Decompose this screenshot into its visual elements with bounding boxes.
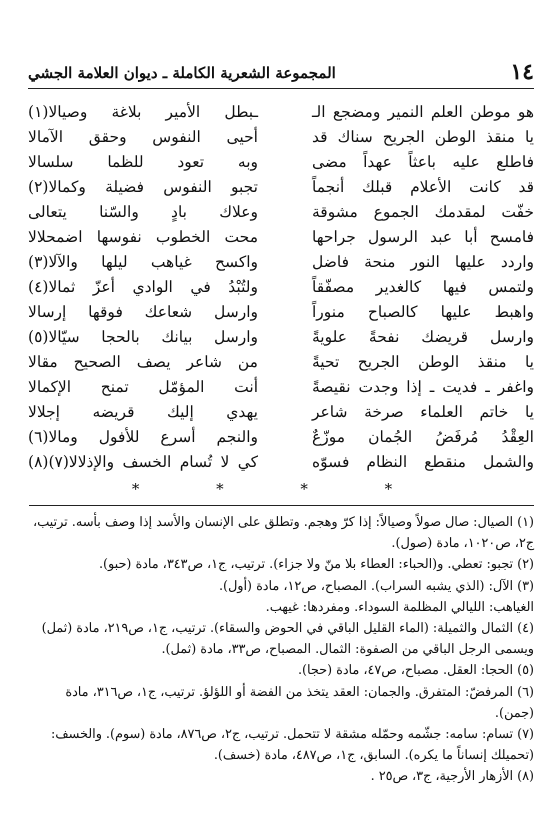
verse-second-hemistich: والنجم أسرع للأفول ومالا(٦) (28, 428, 258, 446)
verse-second-hemistich: أنت المؤمّل تمنح الإكمالا (28, 378, 258, 396)
verse-line (28, 125, 534, 149)
verse-line (28, 275, 534, 299)
footnote-item: (٨) الأزهار الأرجية، ج٣، ص٢٥ . (370, 769, 534, 785)
verse-second-hemistich: ـبطل الأمير بلاغة وصيالا(١) (28, 103, 258, 121)
footnote-item: (٦) المرفضّ: المتفرق. والجمان: العقد يتخذ من الفضة أو اللؤلؤ. ترتيب، ج١، ص٣١٦، مادة (جمن). (65, 684, 534, 721)
verse-line (28, 250, 534, 274)
verse-second-hemistich: وارسل بيانك بالحجا سيّالا(٥) (28, 328, 258, 346)
verse-first-hemistich: واغفر ـ فديت ـ إذا وجدت نقيصةً (312, 378, 534, 396)
verse-first-hemistich: العِقْدُ مُرفَضُ الجُمان موزّعٌ (312, 428, 534, 446)
verse-line (28, 375, 534, 399)
footnote-divider (29, 505, 534, 506)
verse-second-hemistich: يهدي إليك قريضه إجلالا (28, 403, 258, 421)
footnote-item: الغياهب: الليالي المظلمة السوداء. ومفردها: غيهب. (265, 599, 534, 615)
footnote-item: (٥) الحجا: العقل. مصباح، ص٤٧، مادة (حجا). (297, 663, 534, 679)
verse-second-hemistich: وبه تعود للظما سلسالا (28, 153, 258, 171)
verse-line (28, 425, 534, 449)
verse-first-hemistich: وارسل قريضك نفحةً علويةً (312, 328, 534, 346)
verse-second-hemistich: وعلاك بادٍ والسّنا يتعالى (28, 203, 258, 221)
verse-line (28, 225, 534, 249)
verse-first-hemistich: واهبط عليها كالصباح منوراً (312, 303, 534, 321)
verse-second-hemistich: كي لا تُسام الخسف والإذلالا(٧)(٨) (28, 453, 258, 471)
verse-first-hemistich: والشمل منقطع النظام فسوّه (312, 453, 534, 471)
verse-second-hemistich: تجبو النفوس فضيلة وكمالا(٢) (28, 178, 258, 196)
page-header (28, 58, 534, 89)
verse-first-hemistich: واردد عليها النور منحة فاضل (312, 253, 534, 271)
verse-line (28, 450, 534, 474)
verse-line (28, 200, 534, 224)
footnote-item: (٣) الآل: (الذي يشبه السراب). المصباح، ص١٢، مادة (أول). (218, 578, 534, 594)
verse-line (28, 100, 534, 124)
verse-first-hemistich: يا منقذ الوطن الجريح تحيةً (312, 353, 534, 371)
footnote-item: (١) الصيال: صال صولاً وصيالاً: إذا كرّ وهجم. وتطلق على الإنسان والأسد إذا وصف بأسه. ترتيب، ج٢، ص١٠٢٠، مادة (صول). (32, 515, 534, 552)
verse-line (28, 175, 534, 199)
verse-second-hemistich: من شاعر يصف الصحيح مقالا (28, 353, 258, 371)
footnote-item: (٧) تسام: سامه: جشّمه وحمّله مشقة لا تتحمل. ترتيب، ج٢، ص٨٧٦، مادة (سوم). والخسف: (تحميلك إنساناً ما يكره). السابق، ج١، ص٤٨٧، مادة (خسف). (51, 727, 534, 764)
running-title: المجموعة الشعرية الكاملة ـ ديوان العلامة الجشي (28, 64, 336, 82)
verse-second-hemistich: واكسح غياهب ليلها والآلا(٣) (28, 253, 258, 271)
verse-first-hemistich: فامسح أبا عبد الرسول جراحها (312, 228, 534, 246)
verse-first-hemistich: قد كانت الأعلام قبلك أنجماً (312, 178, 534, 196)
section-separator: * * * * (131, 480, 429, 498)
verse-line (28, 150, 534, 174)
verse-line (28, 300, 534, 324)
verse-first-hemistich: فاطلع عليه باعثاً عهداً مضى (312, 153, 534, 171)
verse-second-hemistich: وارسل شعاعك فوقها إرسالا (28, 303, 258, 321)
verse-line (28, 350, 534, 374)
footnote-item: (٤) الثمال والثميلة: (الماء القليل الباقي في الحوض والسقاء). ترتيب، ج١، ص٢١٩، مادة (ثمل) ويسمى الرجل الباقي من الصفوة: الثمال. المصباح، ص٣٣، مادة (ثمل). (41, 621, 534, 658)
verse-second-hemistich: ولتُبْدُ في الوادي أعزّ ثمالا(٤) (28, 278, 258, 296)
verse-line (28, 400, 534, 424)
poem-body (28, 100, 534, 475)
page-number: ١٤ (510, 59, 534, 85)
verse-first-hemistich: خفّت لمقدمك الجموع مشوقة (312, 203, 534, 221)
footnotes (28, 512, 534, 788)
verse-second-hemistich: أحيى النفوس وحقق الآمالا (28, 128, 258, 146)
verse-first-hemistich: يا منقذ الوطن الجريح سناك قد (312, 128, 534, 146)
verse-first-hemistich: هو موطن العلم النمير ومضجع الـ (312, 103, 534, 121)
verse-first-hemistich: يا خاتم العلماء صرخة شاعر (312, 403, 534, 421)
verse-line (28, 325, 534, 349)
verse-first-hemistich: ولتمس فيها كالغدير مصفّقاً (312, 278, 534, 296)
footnote-item: (٢) تجبو: تعطي. و(الحباء: العطاء بلا منّ ولا جزاء). ترتيب، ج١، ص٣٤٣، مادة (حبو). (98, 557, 534, 573)
verse-second-hemistich: محت الخطوب نفوسها اضمحلالا (28, 228, 258, 246)
